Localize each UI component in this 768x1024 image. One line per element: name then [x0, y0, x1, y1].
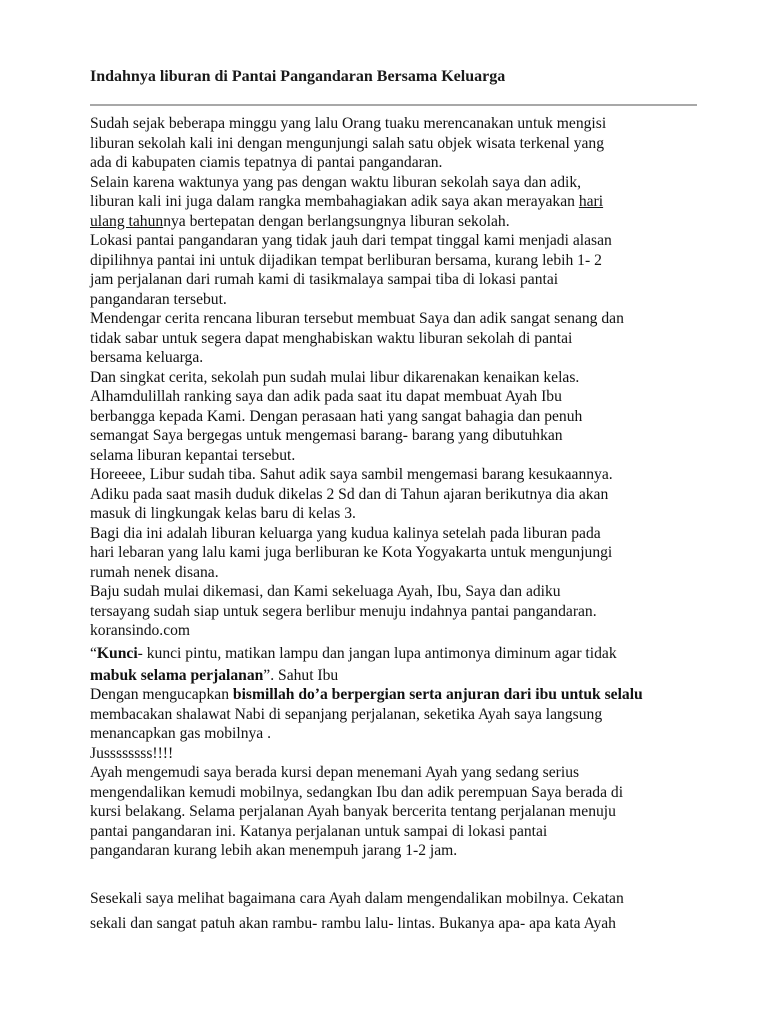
- text-line: [90, 192, 710, 212]
- text-line: Baju sudah mulai dikemasi, dan Kami sekeluaga Ayah, Ibu, Saya dan adiku: [90, 583, 561, 600]
- text-line: dipilihnya pantai ini untuk dijadikan tempat berliburan bersama, kurang lebih 1- 2: [90, 251, 602, 269]
- text-line: [90, 685, 710, 705]
- text-line: pantai pangandaran ini. Katanya perjalanan untuk sampai di lokasi pantai: [90, 822, 548, 840]
- text-line: tersayang sudah siap untuk segera berlibur menuju indahnya pantai pangandaran.: [90, 602, 597, 620]
- text-segment: Dengan mengucapkan: [90, 686, 233, 703]
- text-line: ada di kabupaten ciamis tepatnya di pantai pangandaran.: [90, 154, 443, 171]
- text-line: Horeeee, Libur sudah tiba. Sahut adik saya sambil mengemasi barang kesukaannya.: [90, 466, 613, 483]
- text-line: jam perjalanan dari rumah kami di tasikmalaya sampai tiba di lokasi pantai: [90, 271, 559, 288]
- text-line: pangandaran kurang lebih akan menempuh jarang 1-2 jam.: [90, 842, 458, 859]
- text-line: rumah nenek disana.: [90, 563, 219, 581]
- text-line: kursi belakang. Selama perjalanan Ayah banyak bercerita tentang perjalanan menuju: [90, 803, 616, 820]
- text-segment: nya bertepatan dengan berlangsungnya liburan sekolah.: [163, 212, 510, 230]
- text-line: hari lebaran yang lalu kami juga berliburan ke Kota Yogyakarta untuk mengunjungi: [90, 544, 613, 561]
- text-line: Bagi dia ini adalah liburan keluarga yang kudua kalinya setelah pada liburan pada: [90, 524, 601, 542]
- text-line: pangandaran tersebut.: [90, 290, 227, 308]
- text-line: [90, 641, 710, 666]
- text-line: selama liburan kepantai tersebut.: [90, 446, 296, 464]
- text-line: Adiku pada saat masih duduk dikelas 2 Sd dan di Tahun ajaran berikutnya dia akan: [90, 485, 609, 503]
- text-line: [90, 212, 710, 232]
- text-line: bersama keluarga.: [90, 349, 204, 366]
- text-line: Sudah sejak beberapa minggu yang lalu Orang tuaku merencanakan untuk mengisi: [90, 115, 607, 132]
- text-line: Selain karena waktunya yang pas dengan waktu liburan sekolah saya dan adik,: [90, 173, 582, 191]
- hari-ulang-tahun-link-cont[interactable]: ulang tahun: [90, 212, 164, 230]
- text-line: tidak sabar untuk segera dapat menghabiskan waktu liburan sekolah di pantai: [90, 329, 573, 347]
- paragraph-gap: [90, 861, 710, 886]
- text-line: masuk di lingkungak kelas baru di kelas 3.: [90, 505, 356, 522]
- text-line: Ayah mengemudi saya berada kursi depan menemani Ayah yang sedang serius: [90, 764, 580, 781]
- text-line: sekali dan sangat patuh akan rambu- rambu lalu- lintas. Bukanya apa- apa kata Ayah: [90, 914, 616, 932]
- document-title: Indahnya liburan di Pantai Pangandaran Bersama Keluarga: [90, 68, 506, 85]
- hari-ulang-tahun-link[interactable]: hari: [578, 193, 604, 210]
- text-line: Lokasi pantai pangandaran yang tidak jauh dari tempat tinggal kami menjadi alasan: [90, 232, 612, 249]
- text-line: mengendalikan kemudi mobilnya, sedangkan Ibu dan adik perempuan Saya berada di: [90, 783, 624, 801]
- text-line: Dan singkat cerita, sekolah pun sudah mulai libur dikarenakan kenaikan kelas.: [90, 368, 580, 386]
- text-line: liburan sekolah kali ini dengan mengunjungi salah satu objek wisata terkenal yang: [90, 134, 605, 152]
- text-line: menancapkan gas mobilnya .: [90, 725, 272, 742]
- text-line: Mendengar cerita rencana liburan tersebut membuat Saya dan adik sangat senang dan: [90, 310, 624, 327]
- text-line: Alhamdulillah ranking saya dan adik pada saat itu dapat membuat Ayah Ibu: [90, 388, 562, 405]
- bold-segment: bismillah do’a berpergian serta anjuran dari ibu untuk selalu: [232, 686, 643, 703]
- bold-segment: mabuk selama perjalanan: [90, 666, 264, 684]
- text-line: Jussssssss!!!!: [90, 744, 174, 762]
- text-line: membacakan shalawat Nabi di sepanjang perjalanan, seketika Ayah saya langsung: [90, 705, 603, 723]
- document-body: [90, 114, 710, 936]
- title-divider: [90, 104, 697, 106]
- bold-segment: Kunci: [96, 644, 138, 662]
- text-line: berbangga kepada Kami. Dengan perasaan hati yang sangat bahagia dan penuh: [90, 407, 583, 425]
- text-segment: “: [90, 644, 97, 662]
- text-segment: ”. Sahut Ibu: [263, 666, 339, 684]
- text-line: [90, 666, 710, 686]
- text-line: semangat Saya bergegas untuk mengemasi barang- barang yang dibutuhkan: [90, 427, 563, 444]
- source-credit: koransindo.com: [90, 622, 191, 639]
- text-line: Sesekali saya melihat bagaimana cara Ayah dalam mengendalikan mobilnya. Cekatan: [90, 889, 624, 907]
- text-segment: liburan kali ini juga dalam rangka membahagiakan adik saya akan merayakan: [90, 193, 579, 210]
- text-segment: - kunci pintu, matikan lampu dan jangan lupa antimonya diminum agar tidak: [137, 644, 617, 662]
